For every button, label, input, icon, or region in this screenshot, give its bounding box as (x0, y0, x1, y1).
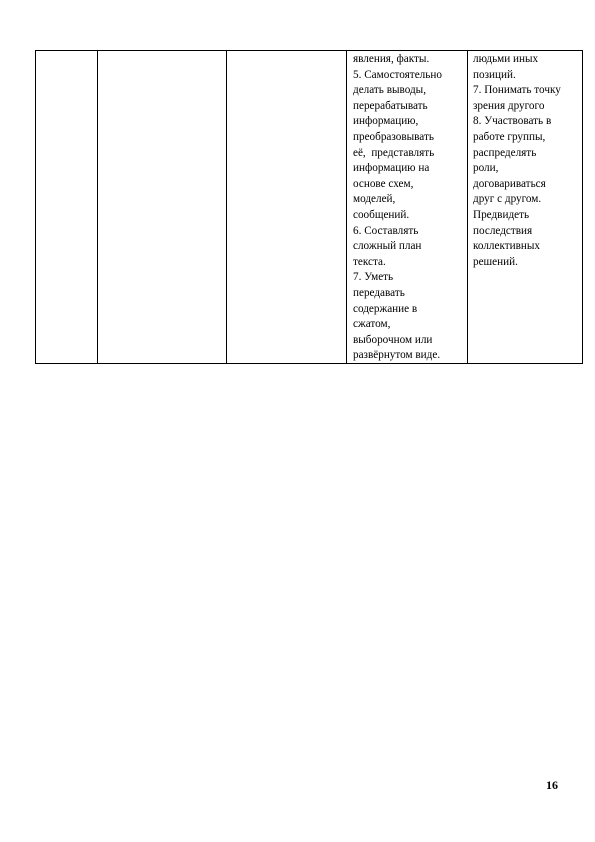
table-cell-col4: явления, факты. 5. Самостоятельно делать выводы, перерабатывать информацию, преобразовывать её, представлять информацию на основе схем, моделей, сообщений. 6. Составлять сложный план текста. 7. Уметь передавать содержание в сжатом, выборочном или развёрнутом виде. (353, 53, 442, 362)
column-divider (226, 51, 227, 363)
table-cell-col5: людьми иных позиций. 7. Понимать точку зрения другого 8. Участвовать в работе группы, распределять роли, договариваться друг с другом. Предвидеть последствия коллективных решений. (473, 53, 561, 268)
column-divider (97, 51, 98, 363)
column-divider (346, 51, 347, 363)
page-number: 16 (546, 778, 558, 792)
column-divider (467, 51, 468, 363)
table (35, 50, 583, 364)
